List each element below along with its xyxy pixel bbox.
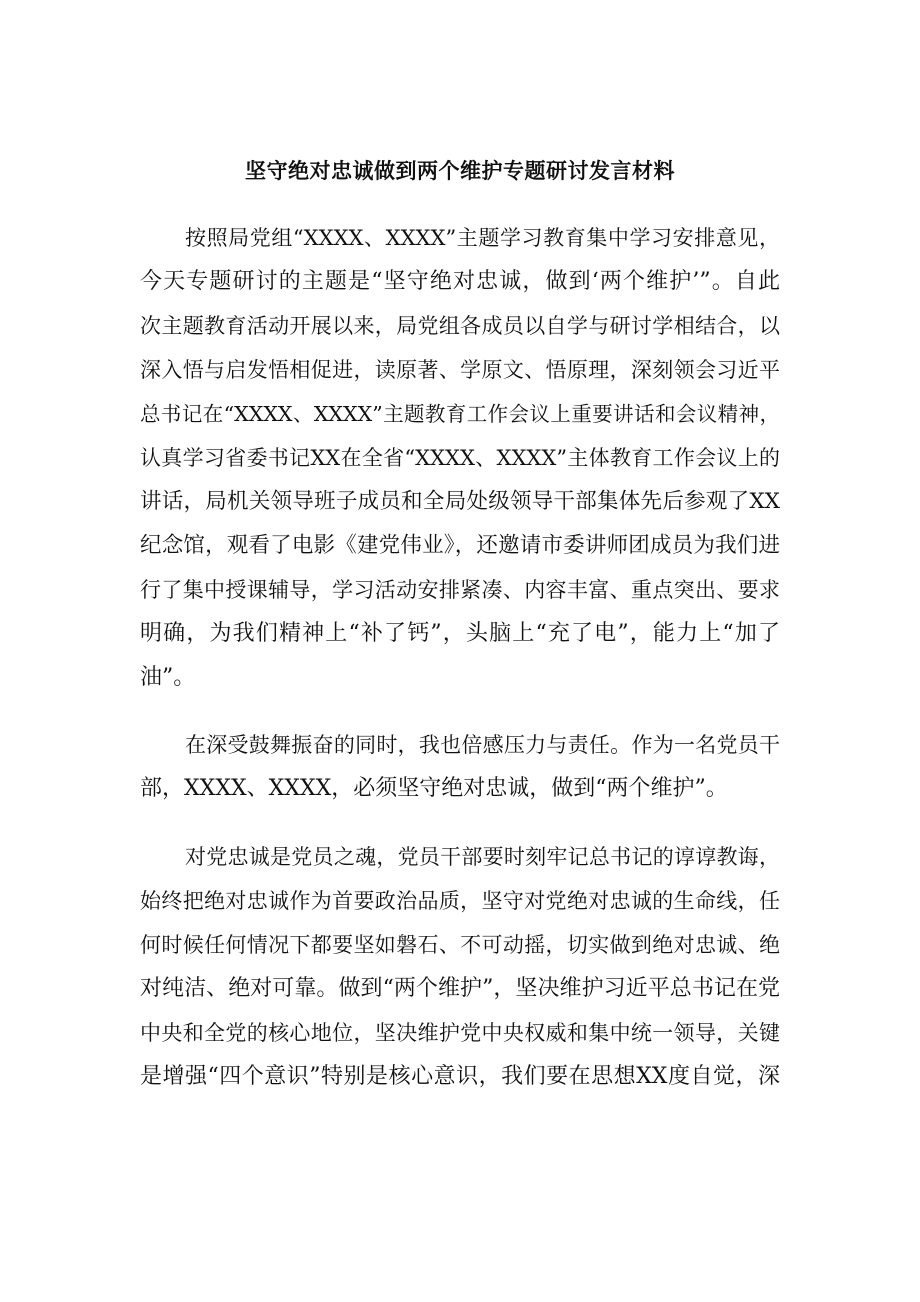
paragraph-3-line-4: 对纯洁、绝对可靠。做到“两个维护”，坚决维护习近平总书记在党	[140, 976, 780, 1001]
paragraph-1-line-5: 总书记在“XXXX、XXXX”主题教育工作会议上重要讲话和会议精神，	[140, 402, 780, 426]
paragraph-1-line-11: 油”。	[140, 665, 196, 690]
paragraph-1-line-1: 按照局党组“XXXX、XXXX”主题学习教育集中学习安排意见，	[185, 226, 780, 250]
paragraph-2-line-1: 在深受鼓舞振奋的同时，我也倍感压力与责任。作为一名党员干	[185, 733, 780, 757]
paragraph-3-line-3: 何时候任何情况下都要坚如磐石、不可动摇，切实做到绝对忠诚、绝	[140, 933, 780, 957]
paragraph-3-line-6: 是增强“四个意识”特别是核心意识，我们要在思想XX度自觉，深	[140, 1064, 780, 1089]
paragraph-3-line-5: 中央和全党的核心地位，坚决维护党中央权威和集中统一领导，关键	[140, 1021, 780, 1045]
paragraph-1-line-9: 行了集中授课辅导，学习活动安排紧凑、内容丰富、重点突出、要求	[140, 578, 780, 602]
paragraph-1-line-7: 讲话，局机关领导班子成员和全局处级领导干部集体先后参观了XX	[140, 489, 780, 514]
paragraph-1-line-2: 今天专题研讨的主题是“坚守绝对忠诚，做到‘两个维护’”。自此	[140, 269, 780, 294]
paragraph-3-line-1: 对党忠诚是党员之魂，党员干部要时刻牢记总书记的谆谆教诲，	[185, 845, 780, 869]
paragraph-1-line-6: 认真学习省委书记XX在全省“XXXX、XXXX”主体教育工作会议上的	[140, 446, 780, 470]
paragraph-1-line-3: 次主题教育活动开展以来，局党组各成员以自学与研讨学相结合，以	[140, 314, 780, 338]
paragraph-3-line-2: 始终把绝对忠诚作为首要政治品质，坚守对党绝对忠诚的生命线，任	[140, 889, 780, 913]
paragraph-1-line-10: 明确，为我们精神上“补了钙”，头脑上“充了电”，能力上“加了	[140, 621, 780, 646]
paragraph-1-line-4: 深入悟与启发悟相促进，读原著、学原文、悟原理，深刻领会习近平	[140, 358, 780, 382]
paragraph-2-line-2: 部，XXXX、XXXX，必须坚守绝对忠诚，做到“两个维护”。	[140, 776, 728, 801]
paragraph-1-line-8: 纪念馆，观看了电影《建党伟业》，还邀请市委讲师团成员为我们进	[140, 533, 780, 558]
document-title: 坚守绝对忠诚做到两个维护专题研讨发言材料	[245, 158, 675, 183]
